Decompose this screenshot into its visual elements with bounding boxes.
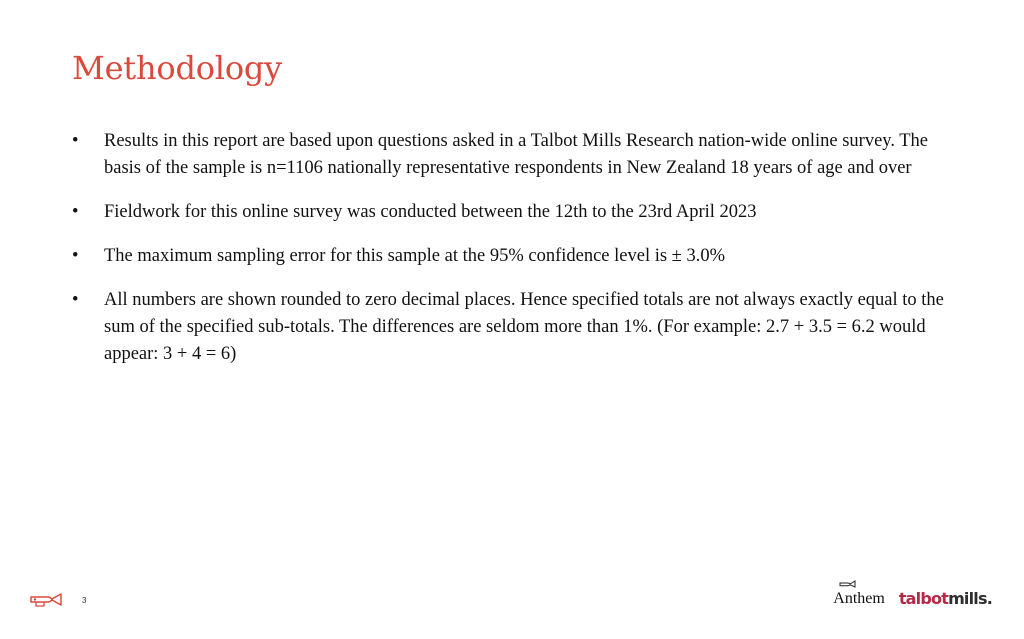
footer-left: [30, 591, 86, 609]
bullet-text: All numbers are shown rounded to zero decimal places. Hence specified totals are not always exactly equal to the sum of the specified sub-totals. The differences are seldom more than 1%. (For example: 2.7 + 3.5 = 6.2 would appear: 3 + 4 = 6): [104, 290, 944, 364]
bullet-item-results: [72, 128, 952, 182]
talbotmills-logo: [899, 588, 992, 610]
slide-title: Methodology: [72, 49, 283, 87]
bullet-icon: •: [72, 202, 79, 222]
bullet-text: The maximum sampling error for this sample at the 95% confidence level is ± 3.0%: [104, 246, 725, 266]
small-trumpet-icon: [839, 580, 857, 588]
trumpet-icon: [30, 591, 72, 609]
talbot-wordmark: talbot: [898, 589, 949, 608]
methodology-bullet-list: [72, 128, 952, 385]
bullet-text: Fieldwork for this online survey was conducted between the 12th to the 23rd April 2023: [104, 202, 757, 222]
page-number: 3: [82, 595, 87, 605]
footer-logos: [833, 580, 992, 610]
bullet-item-fieldwork: [72, 199, 952, 226]
anthem-logo: [833, 580, 885, 610]
bullet-item-sampling-error: [72, 243, 952, 270]
bullet-icon: •: [72, 246, 79, 266]
bullet-icon: •: [72, 131, 79, 151]
bullet-icon: •: [72, 290, 79, 310]
bullet-text: Results in this report are based upon questions asked in a Talbot Mills Research nation-wide online survey. The basis of the sample is n=1106 nationally representative respondents in New Zealand 18 years of age and over: [104, 131, 929, 178]
anthem-wordmark: Anthem: [833, 590, 885, 607]
mills-wordmark: mills.: [948, 589, 992, 608]
bullet-item-rounding: [72, 287, 952, 368]
